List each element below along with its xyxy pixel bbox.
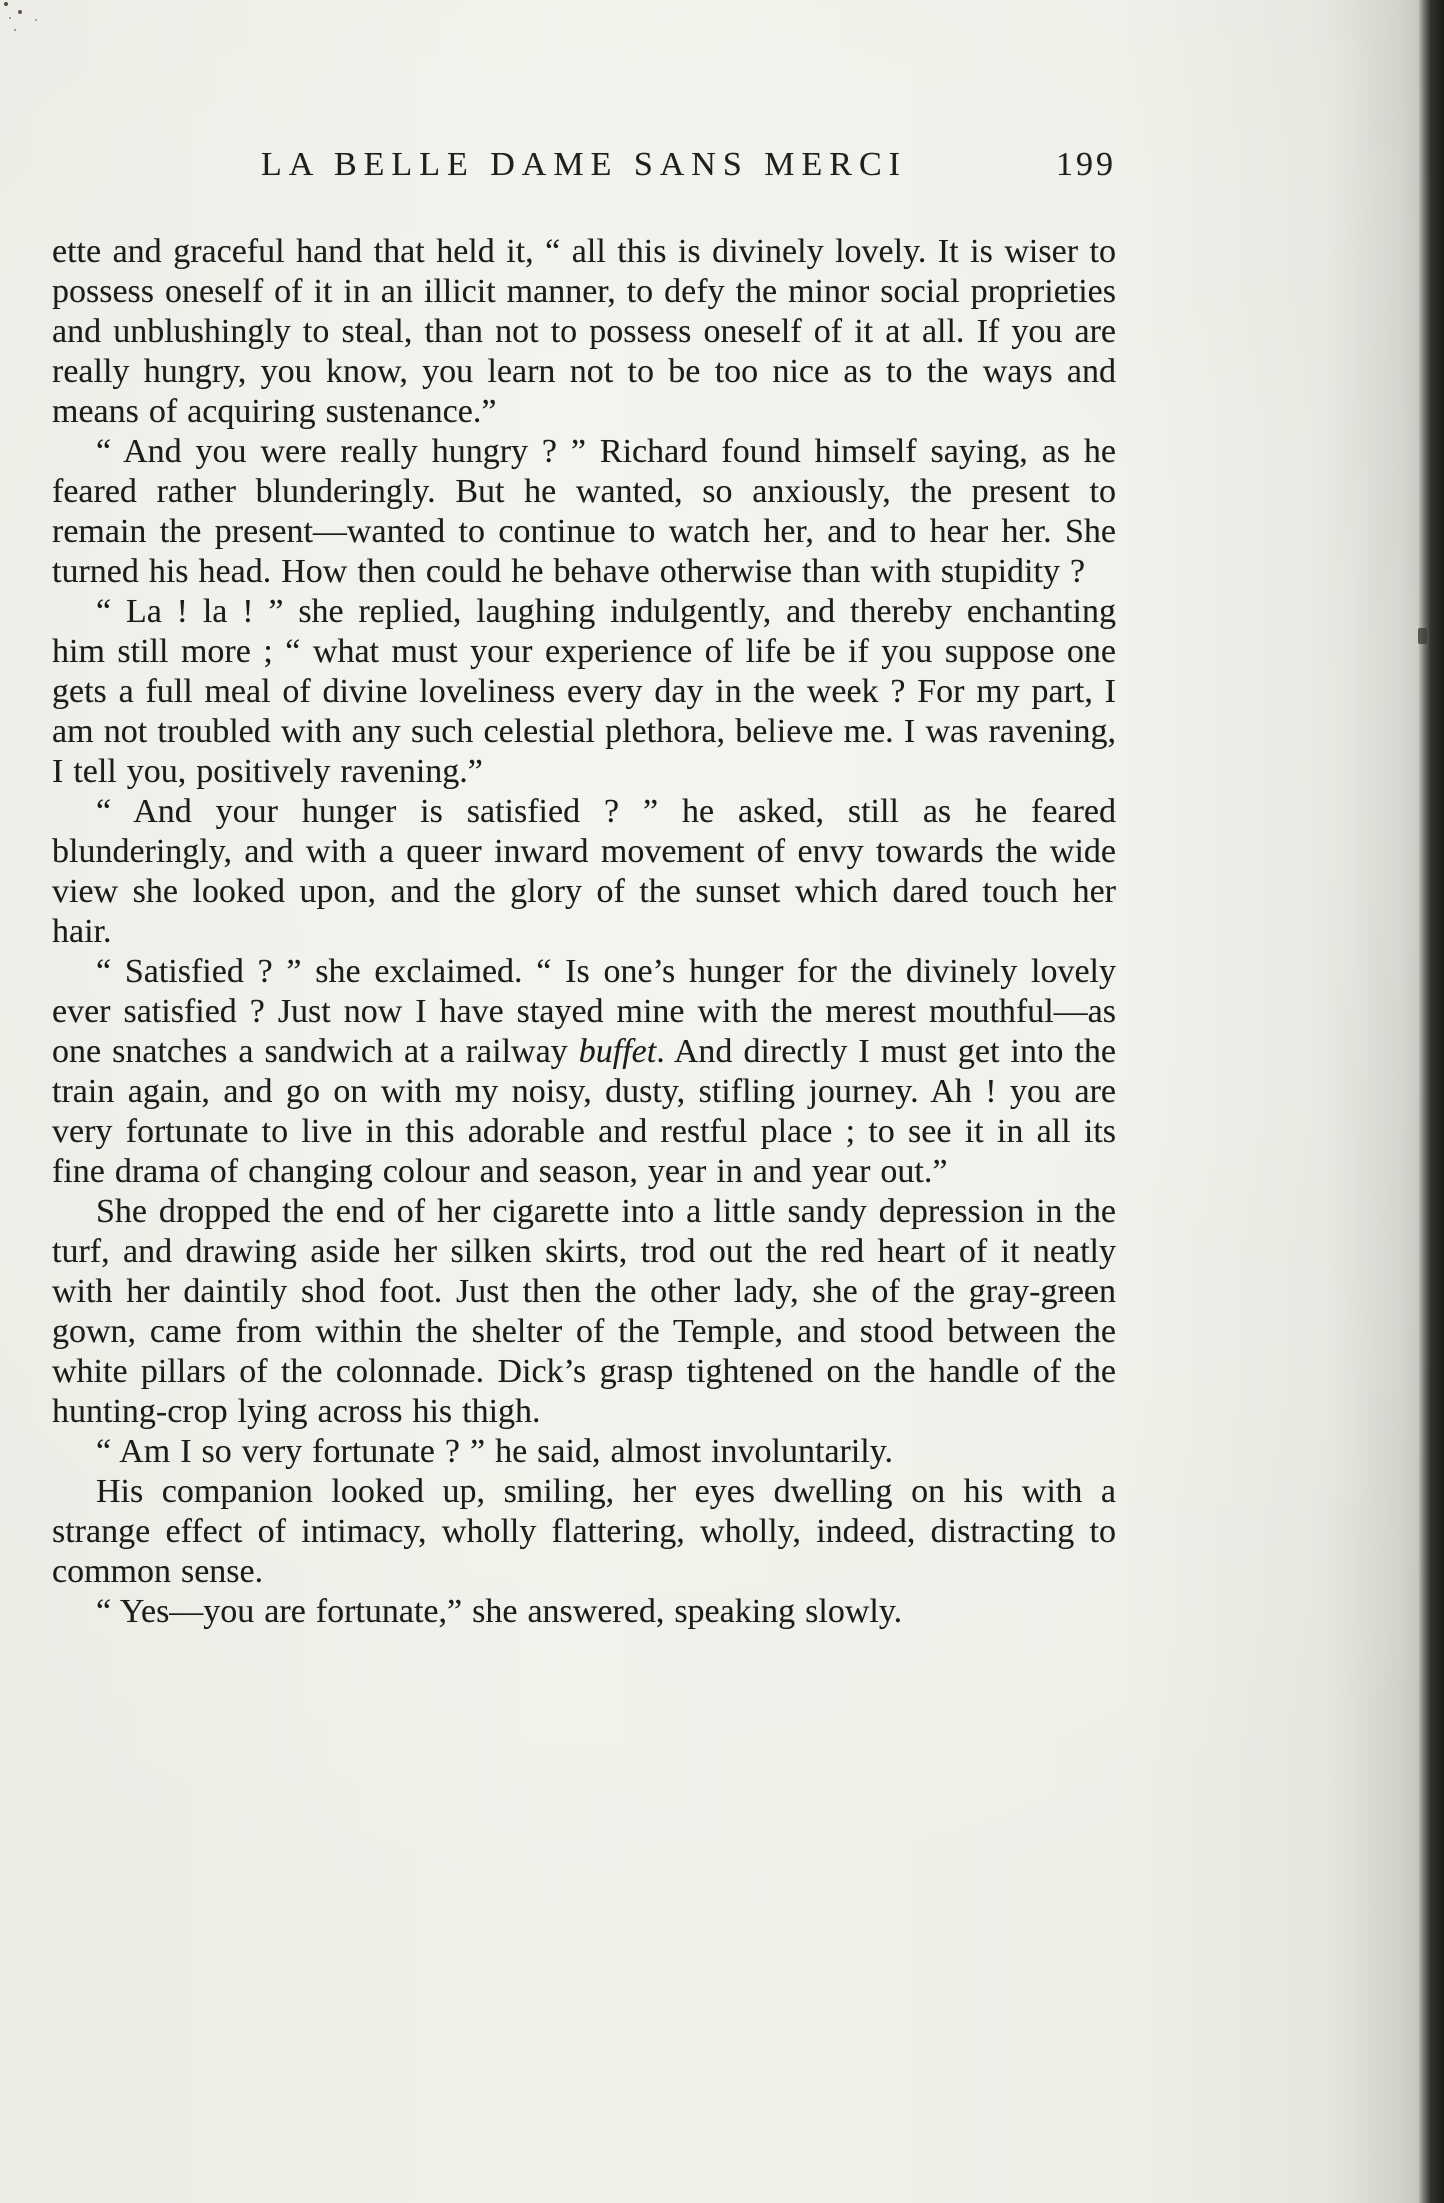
page-header	[52, 146, 1116, 184]
paragraph-4: “ And your hunger is satisfied ? ” he asked, still as he feared blunderingly, and with a queer inward movement of envy towards the wide view she looked upon, and the glory of the sunset which dared touch her hair.	[52, 793, 1116, 950]
paragraph-5	[52, 952, 1116, 1192]
paragraph-5-text-before: “ Satisfied ? ” she exclaimed. “ Is one’s hunger for the divinely lovely ever satisfied ? Just now I have stayed mine with the merest mouthful—as one snatches a sandwich at a railway	[52, 953, 1116, 1070]
paragraph-3: “ La ! la ! ” she replied, laughing indulgently, and thereby enchanting him still more ; “ what must your experience of life be if you suppose one gets a full meal of divine loveliness every day in the week ? For my part, I am not troubled with any such celestial plethora, believe me. I was ravening, I tell you, positively ravening.”	[52, 593, 1116, 790]
page-text	[52, 232, 1116, 1632]
page-number: 199	[1056, 146, 1116, 183]
paragraph-6: She dropped the end of her cigarette into a little sandy depression in the turf, and drawing aside her silken skirts, trod out the red heart of it neatly with her daintily shod foot. Just then the other lady, she of the gray-green gown, came from within the shelter of the Temple, and stood between the white pillars of the colonnade. Dick’s grasp tightened on the handle of the hunting-crop lying across his thigh.	[52, 1193, 1116, 1430]
scan-speckles	[4, 2, 8, 6]
paragraph-5-text-after: . And directly I must get into the train again, and go on with my noisy, dusty, stifling journey. Ah ! you are very fortunate to live in this adorable and restful place ; to see it in all its fine drama of changing colour and season, year in and year out.”	[52, 1033, 1117, 1190]
paragraph-1: ette and graceful hand that held it, “ all this is divinely lovely. It is wiser to possess oneself of it in an illicit manner, to defy the minor social proprieties and unblushingly to steal, than not to possess oneself of it at all. If you are really hungry, you know, you learn not to be too nice as to the ways and means of acquiring sustenance.”	[52, 233, 1116, 430]
page-edge-shadow	[1418, 0, 1444, 2203]
running-title: LA BELLE DAME SANS MERCI	[261, 146, 907, 183]
paragraph-2: “ And you were really hungry ? ” Richard found himself saying, as he feared rather blunderingly. But he wanted, so anxiously, the present to remain the present—wanted to continue to watch her, and to hear her. She turned his head. How then could he behave otherwise than with stupidity ?	[52, 433, 1116, 590]
paragraph-9: “ Yes—you are fortunate,” she answered, speaking slowly.	[96, 1593, 903, 1630]
paragraph-7: “ Am I so very fortunate ? ” he said, almost involuntarily.	[96, 1433, 894, 1470]
paragraph-8: His companion looked up, smiling, her eyes dwelling on his with a strange effect of intimacy, wholly flattering, wholly, indeed, distracting to common sense.	[52, 1473, 1116, 1590]
italic-word-buffet: buffet	[578, 1033, 657, 1070]
